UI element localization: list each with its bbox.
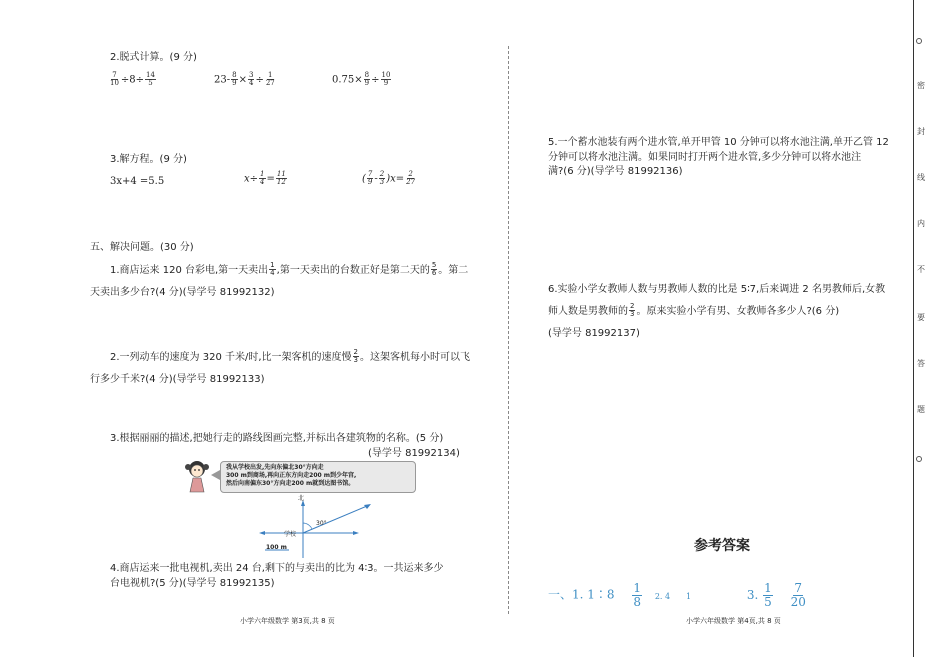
- problem-6-line-3: (导学号 81992137): [548, 328, 640, 339]
- binding-char-6: 要: [917, 313, 925, 322]
- angle-label: 30°: [316, 520, 327, 527]
- binding-char-7: 答: [917, 359, 925, 368]
- q2-expression-1: $\frac{7}{10}$ ÷8÷ $\frac{14}{5}$: [110, 71, 155, 88]
- route-line: [303, 506, 367, 533]
- speech-bubble-tail: [211, 470, 220, 480]
- school-label: 学校: [284, 531, 297, 538]
- q2-expression-2: 23- $\frac{8}{9}$ × $\frac{3}{4}$ ÷ $\frac{1}{27}$: [214, 71, 275, 88]
- binding-char-2: 封: [917, 127, 925, 136]
- binding-char-5: 不: [917, 265, 925, 274]
- problem-1-line-1: 1.商店运来 120 台彩电,第一天卖出 $\frac{1}{4}$ ,第一天卖出的台数正好是第二天的 $\frac{5}{6}$ 。第二: [110, 261, 469, 278]
- left-page-footer: 小学六年级数学 第3页,共 8 页: [240, 617, 335, 625]
- problem-4-line-1: 4.商店运来一批电视机,卖出 24 台,剩下的与卖出的比为 4∶3。一共运来多少: [110, 563, 444, 574]
- right-page-footer: 小学六年级数学 第4页,共 8 页: [686, 617, 781, 625]
- speech-bubble: [220, 461, 416, 493]
- problem-2-line-2: 行多少千米?(4 分)(导学号 81992133): [90, 374, 265, 385]
- problem-4-line-2: 台电视机?(5 分)(导学号 81992135): [110, 578, 275, 589]
- problem-2-line-1: 2.一列动车的速度为 320 千米/时,比一架客机的速度慢 $\frac{2}{3}$ 。这架客机每小时可以飞: [110, 348, 471, 365]
- problem-5-line-1: 5.一个蓄水池装有两个进水管,单开甲管 10 分钟可以将水池注满,单开乙管 12: [548, 137, 889, 148]
- girl-illustration: [183, 458, 211, 494]
- binding-char-1: 密: [917, 81, 925, 90]
- binding-dot-bottom: [916, 456, 922, 462]
- q3-equation-3: ( $\frac{7}{9}$ - $\frac{2}{3}$ )x= $\frac{2}{27}$: [362, 170, 416, 187]
- binding-char-8: 题: [917, 405, 925, 414]
- west-arrow-icon: [259, 531, 265, 535]
- q3-equation-1: 3x+4 =5.5: [110, 176, 165, 187]
- binding-char-3: 线: [917, 173, 925, 182]
- binding-dot-top: [916, 38, 922, 44]
- binding-margin-line: [913, 0, 914, 657]
- page-divider: [508, 46, 509, 614]
- route-diagram: [255, 496, 385, 562]
- bubble-line-3: 然后向南偏东30°方向走200 m就到达图书馆。: [226, 480, 355, 488]
- north-label: 北: [298, 495, 305, 502]
- q2-title: 2.脱式计算。(9 分): [110, 52, 197, 63]
- problem-5-line-3: 满?(6 分)(导学号 81992136): [548, 166, 683, 177]
- bubble-line-2: 300 m到商场,再向正东方向走200 m到少年宫,: [226, 472, 357, 480]
- problem-5-line-2: 分钟可以将水池注满。如果同时打开两个进水管,多少分钟可以将水池注: [548, 152, 862, 163]
- bubble-line-1: 我从学校出发,先向东偏北30°方向走: [226, 464, 324, 471]
- section-5-heading: 五、解决问题。(30 分): [90, 242, 194, 253]
- scale-label: 100 m: [266, 544, 287, 551]
- binding-char-4: 内: [917, 219, 925, 228]
- east-arrow-icon: [353, 531, 359, 535]
- angle-arc: [303, 523, 312, 529]
- problem-3-line-2: (导学号 81992134): [368, 448, 460, 459]
- q3-title: 3.解方程。(9 分): [110, 154, 187, 165]
- problem-1-line-2: 天卖出多少台?(4 分)(导学号 81992132): [90, 287, 275, 298]
- problem-6-line-1: 6.实验小学女教师人数与男教师人数的比是 5∶7,后来调进 2 名男教师后,女教: [548, 284, 886, 295]
- answers-title: 参考答案: [694, 538, 750, 554]
- q2-expression-3: 0.75× $\frac{8}{9}$ ÷ $\frac{10}{9}$: [332, 71, 391, 88]
- q3-equation-2: x÷ $\frac{1}{4}$ = $\frac{11}{12}$: [244, 170, 286, 187]
- answer-row: 一、1. 1∶8 $\frac{1}{8}$ 2. 4 1 3. $\frac{1}{5}$ $\frac{7}{20}$: [548, 581, 806, 609]
- problem-3-line-1: 3.根据丽丽的描述,把她行走的路线图画完整,并标出各建筑物的名称。(5 分): [110, 433, 444, 444]
- problem-6-line-2: 师人数是男教师的 $\frac{2}{3}$ 。原来实验小学有男、女教师各多少人?(6 分): [548, 302, 840, 319]
